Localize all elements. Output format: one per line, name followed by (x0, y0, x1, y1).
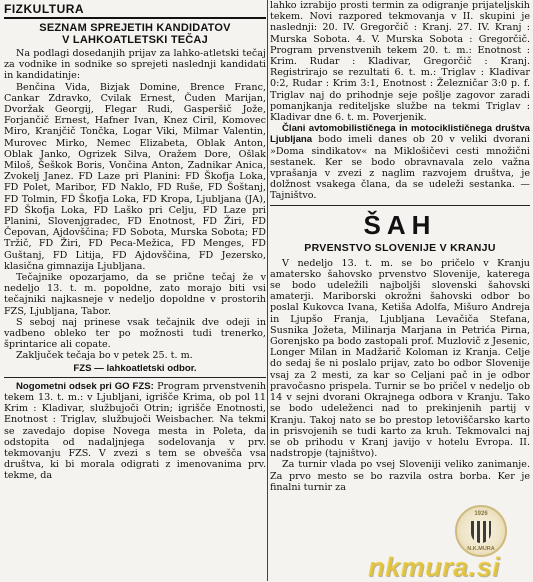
candidate-list-paragraph: Benčina Vida, Bizjak Domine, Brence Franc, Cankar Zdravko, Cvilak Ernest, Čuden Marijan, Dvoržak Georgij, Flegar Rudi, Gasperšič Jože, Forjančič Ernest, Hafner Ivan, Knez Ciril, Komovec Miro, Kranjčič Tončka, Logar Viki, Milmar Valentin, Murovec Mirko, Nemec Elizabeta, Oblak Anton, Oblak Janko, Ogrizek Silva, Oražem Dore, Ošlak Miloš, Šeškok Boris, Vončina Anton, Zadnikar Anica, Zvokelj Janez. FD Laze pri Planini: FD Škofja Loka, FD Polet, Maribor, FD Naklo, FD Ruše, FD Šoštanj, FD Tolmin, FD Škofja Loka, FD Kropa, Ljubljana (JA), FD Škofja Loka, FD Laško pri Celju, FD Laze pri Planini, Slovenjgradec, FD Enotnost, FD Žiri, FD Čepovan, Ajdovščina; FD Sobota, Murska Sobota; FD Tržič, FD Žiri, FD Peca-Mežica, FD Menges, FD Guštanj, FD Litija, FD Ajdovščina, FD Jezersko, klasična gimnazija Ljubljana. (4, 81, 266, 272)
column-rule (267, 0, 268, 581)
logo-year: 1926 (474, 511, 488, 517)
headline-line-1: SEZNAM SPREJETIH KANDIDATOV (39, 22, 231, 34)
intro-paragraph: Na podlagi dosedanjih prijav za lahko-atletski tečaj za vodnike in sodnike so sprejeti naslednji kandidati in kandidatinje: (4, 48, 266, 82)
motor-club-paragraph (270, 123, 530, 201)
chess-section-title: ŠAH (363, 209, 437, 240)
football-lead: Nogometni odsek pri GO FZS: (16, 380, 154, 392)
chess-headline: PRVENSTVO SLOVENIJE V KRANJU (304, 241, 496, 254)
notice-paragraph: Tečajnike opozarjamo, da se prične tečaj že v nedeljo 13. t. m. popoldne, zato morajo biti vsi tečajniki najkasneje v nedeljo dopoldne v prostorih FZS, Ljubljana, Tabor. (4, 272, 266, 317)
motor-club-lead: Člani avtomobilističnega in motociklističnega društva Ljubljana (270, 123, 530, 146)
club-logo-watermark (455, 505, 507, 557)
divider (4, 377, 266, 378)
chess-paragraph: V nedeljo 13. t. m. se bo pričelo v Kranju amatersko šahovsko prvenstvo Slovenije, katerega se bodo udeležili najboljši slovenski šahovski amaterji. Mariborski okrožni šahovski odbor bo poslal Kukovca Ivana, Ketiša Adolfa, Mišuro Andreja in Ljupšo Franja, Ljubljana Levačiča Stefana, Susnika Jožeta, Milinarja Marjana in Petrića Pirna, Gorenjsko pa bodo zastopali prof. Muzlovič z Jesenic, Longer Milan in Madžarič Koloman iz Kranja. Celje do sedaj še ni poslalo prijav, zato bo odbor Slovenije vsaj za 2 mesti, za kar so Celjani pač in je odbor pravočasno prispela. Turnir se bo pričel v nedeljo ob 14 v sejni dvorani Okrajnega odbora v Kranju. Tako se bodo udeleženci nad to prekinjenih partij v Kranju. Takoj nato se bo prestop letoviščarsko karto in prisvojenih se tudi karto za kruh. Tekmovalci naj se ob prihodu v Kranj javijo v hotelu Evropa. II. nadstropje (tajništvo). (270, 257, 530, 460)
equipment-paragraph: S seboj naj prinese vsak tečajnik dve odeji in vadbeno obleko ter po možnosti tudi trenerko, šprintarice ali copate. (4, 316, 266, 351)
football-continued-paragraph: lahko izrabijo prosti termin za odigranje prijateljskih tekem. Novi razpored tekmovanja v II. skupini je naslednji: 20. IV. Gregorčič : Kranj. 27. IV. Kranj : Murska Sobota. 4. V. Murska Sobota : Gregorčič. Program prvenstvenih tekem 20. t. m.: Enotnost : Krim. Rudar : Kladivar, Gregorčič : Kranj. Registrirajo se rezultati 6. t. m.: Triglav : Kladivar 0:2, Rudar : Krim 3:1, Enotnost : Železničar 3:0 p. f. Triglav naj do prihodnje seje pošlje zagovor zaradi pomanjkanja rediteljske službe na tekmi Triglav : Kladivar dne 6. t. m. Poverjenik. (270, 0, 530, 124)
closing-date-paragraph: Zaključek tečaja bo v petek 25. t. m. (16, 350, 193, 362)
headline-line-2: V LAHKOATLETSKI TEČAJ (62, 34, 208, 46)
section-heading: FIZKULTURA (4, 0, 266, 19)
football-paragraph (4, 381, 266, 482)
signoff: FZS — lahkoatletski odbor. (73, 362, 197, 374)
chess-interest-paragraph: Za turnir vlada po vsej Sloveniji veliko zanimanje. Za prvo mesto se bo razvila ostra borba. Ker je finalni turnir za (270, 459, 530, 493)
article-headline (4, 22, 266, 46)
motor-club-body: bodo imeli danes ob 20 v veliki dvorani »Doma sindikatov« na Miklošičevi cesti množični sestanek. Ker se bodo obravnavala zelo važna vprašanja v zvezi z naglim razvojem društva, je dolžnost vsakega člana, da se udeleži sestanka. — Tajništvo. (270, 134, 530, 202)
divider (270, 205, 530, 206)
logo-club-name: N.K.MURA (467, 546, 495, 552)
logo-shield-icon (471, 521, 491, 543)
left-column (4, 0, 266, 581)
site-watermark: nkmura.si (368, 552, 501, 582)
right-column (270, 0, 530, 581)
football-body: Program prvenstvenih tekem 13. t. m.: v Ljubljani, igrišče Krima, ob pol 11 Krim : Kladivar, službujoči Otrin; igrišče Enotnosti, Enotnost : Triglav, službujoči Weisbacher. Na tekmi se zavedajo dopise Novega mesta in Poleta, da odstopita od nadaljnjega sodelovanja v prv. tekmovanju FZS. V zvezi s tem se obvešča vsa društva, ki bi morala odigrati z imenovanima prv. tekme, da (4, 380, 266, 482)
